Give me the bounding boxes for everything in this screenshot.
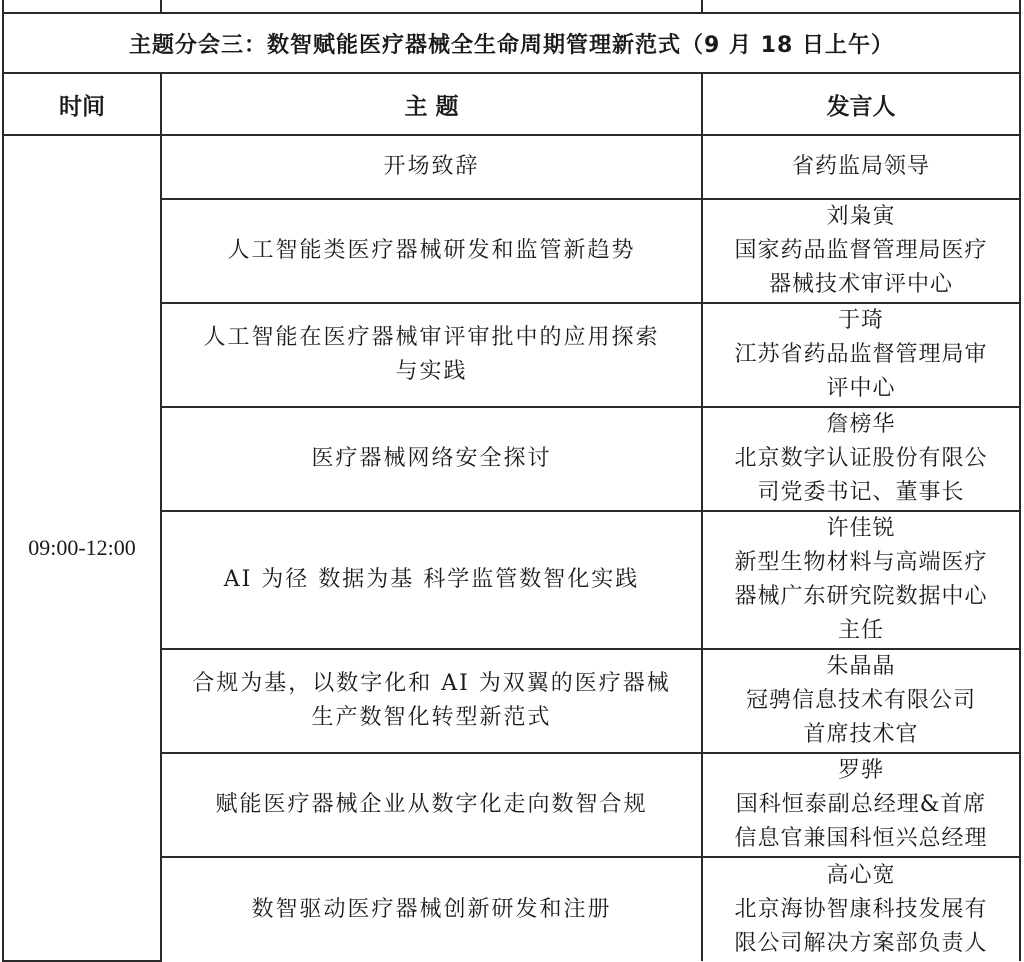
speaker-affiliation-line: 北京数字认证股份有限公 (734, 446, 988, 471)
speaker-affiliation-line: 主任 (837, 618, 884, 643)
agenda-body (3, 135, 1020, 961)
topic-line: 合规为基，以数字化和 AI 为双翼的医疗器械 (192, 671, 671, 696)
speaker-cell (702, 407, 1020, 511)
topic-line: 数智驱动医疗器械创新研发和注册 (251, 896, 612, 922)
session-title: 主题分会三：数智赋能医疗器械全生命周期管理新范式（9 月 18 日上午） (3, 13, 1020, 73)
speaker-affiliation-line: 新型生物材料与高端医疗 (734, 550, 988, 575)
speaker-affiliation-line: 信息官兼国科恒兴总经理 (734, 826, 988, 851)
topic-column-header: 主 题 (161, 73, 702, 135)
agenda-table (2, 0, 1021, 962)
speaker-affiliation-line: 首席技术官 (803, 722, 919, 747)
speaker-affiliation-line: 国科恒泰副总经理&首席 (735, 792, 987, 817)
time-column-header: 时间 (3, 73, 161, 135)
time-slot-cell: 09:00-12:00 (3, 135, 161, 961)
speaker-affiliation-line: 器械广东研究院数据中心 (734, 584, 988, 609)
session-title-row (3, 13, 1020, 73)
previous-section-edge (3, 0, 1020, 13)
speaker-affiliation-line: 江苏省药品监督管理局审 (734, 342, 988, 367)
speaker-cell (702, 511, 1020, 649)
topic-line: AI 为径 数据为基 科学监管数智化实践 (223, 567, 640, 592)
speaker-affiliation-line: 评中心 (826, 376, 896, 401)
speaker-cell (702, 649, 1020, 753)
speaker-name: 罗骅 (837, 758, 884, 783)
speaker-name: 刘枭寅 (826, 204, 896, 229)
speaker-cell (702, 857, 1020, 961)
speaker-affiliation-line: 国家药品监督管理局医疗 (734, 238, 988, 263)
topic-line: 医疗器械网络安全探讨 (311, 446, 552, 471)
table-header-row (3, 73, 1020, 135)
speaker-cell (702, 753, 1020, 857)
speaker-affiliation-line: 冠骋信息技术有限公司 (745, 688, 976, 713)
topic-line: 人工智能类医疗器械研发和监管新趋势 (227, 238, 636, 263)
speaker-affiliation-line: 北京海协智康科技发展有 (734, 896, 988, 922)
speaker-cell (702, 199, 1020, 303)
speaker-column-header: 发言人 (702, 73, 1020, 135)
speaker-name: 朱晶晶 (826, 654, 896, 679)
speaker-name: 省药监局领导 (791, 154, 930, 179)
speaker-name: 于琦 (837, 308, 884, 333)
table-row (3, 135, 1020, 199)
topic-cell (161, 199, 702, 303)
topic-line: 人工智能在医疗器械审评审批中的应用探索 (203, 325, 660, 350)
topic-cell (161, 303, 702, 407)
topic-cell (161, 511, 702, 649)
topic-line: 赋能医疗器械企业从数字化走向数智合规 (215, 792, 648, 817)
speaker-cell (702, 303, 1020, 407)
speaker-affiliation-line: 限公司解决方案部负责人 (734, 930, 988, 956)
topic-cell (161, 407, 702, 511)
speaker-affiliation-line: 司党委书记、董事长 (757, 480, 965, 505)
topic-line: 开场致辞 (383, 154, 480, 179)
topic-cell (161, 857, 702, 961)
topic-cell (161, 649, 702, 753)
agenda-sheet (2, 0, 1019, 960)
speaker-name: 詹榜华 (826, 412, 896, 437)
topic-line: 与实践 (395, 359, 468, 384)
speaker-name: 高心宽 (826, 862, 896, 888)
topic-cell (161, 135, 702, 199)
speaker-name: 许佳锐 (826, 516, 896, 541)
speaker-affiliation-line: 器械技术审评中心 (768, 272, 953, 297)
topic-line: 生产数智化转型新范式 (311, 705, 552, 730)
speaker-cell (702, 135, 1020, 199)
topic-cell (161, 753, 702, 857)
